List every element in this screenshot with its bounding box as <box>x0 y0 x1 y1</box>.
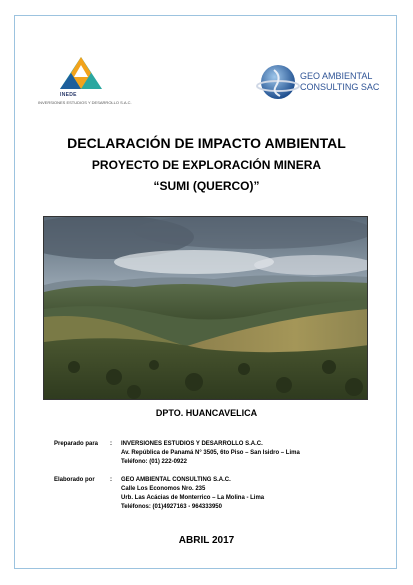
prepared-for-line: INVERSIONES ESTUDIOS Y DESARROLLO S.A.C. <box>121 441 263 447</box>
document-title <box>30 134 383 194</box>
prepared-for-line: Teléfono: (01) 222-0922 <box>121 459 187 465</box>
prepared-by-line: Teléfonos: (01)4927163 - 964333950 <box>121 504 222 510</box>
prepared-by-label: Elaborado por <box>54 477 95 483</box>
prepared-for-line: Av. República de Panamá N° 3505, 6to Piso – San Isidro – Lima <box>121 450 300 456</box>
prepared-by-colon: : <box>110 477 112 483</box>
inede-subtitle: INVERSIONES ESTUDIOS Y DESARROLLO S.A.C. <box>38 100 132 105</box>
prepared-for <box>54 440 380 467</box>
inede-triangle-icon <box>58 55 104 91</box>
prepared-by-line: Urb. Las Acácias de Monterrico – La Molina - Lima <box>121 495 265 501</box>
credits-block <box>54 440 380 512</box>
department-heading: DPTO. HUANCAVELICA <box>155 408 258 418</box>
landscape-photo <box>43 216 368 400</box>
inede-name: INEDE <box>60 92 77 98</box>
document-date: ABRIL 2017 <box>178 535 235 546</box>
inede-logo <box>36 55 132 113</box>
prepared-by-line: GEO AMBIENTAL CONSULTING S.A.C. <box>121 477 231 483</box>
title-line-1: DECLARACIÓN DE IMPACTO AMBIENTAL <box>67 135 346 151</box>
prepared-for-colon: : <box>110 441 112 447</box>
prepared-for-label: Preparado para <box>54 441 99 447</box>
globe-icon <box>256 62 300 102</box>
landscape-image <box>44 217 368 400</box>
geo-name-line2: CONSULTING SAC <box>300 82 380 92</box>
geo-ambiental-logo <box>256 62 386 102</box>
prepared-by-line: Calle Los Economos Nro. 235 <box>121 486 206 492</box>
title-line-3: “SUMI (QUERCO)” <box>153 179 260 193</box>
geo-name-line1: GEO AMBIENTAL <box>300 71 373 81</box>
title-line-2: PROYECTO DE EXPLORACIÓN MINERA <box>91 158 322 172</box>
prepared-by <box>54 476 380 512</box>
